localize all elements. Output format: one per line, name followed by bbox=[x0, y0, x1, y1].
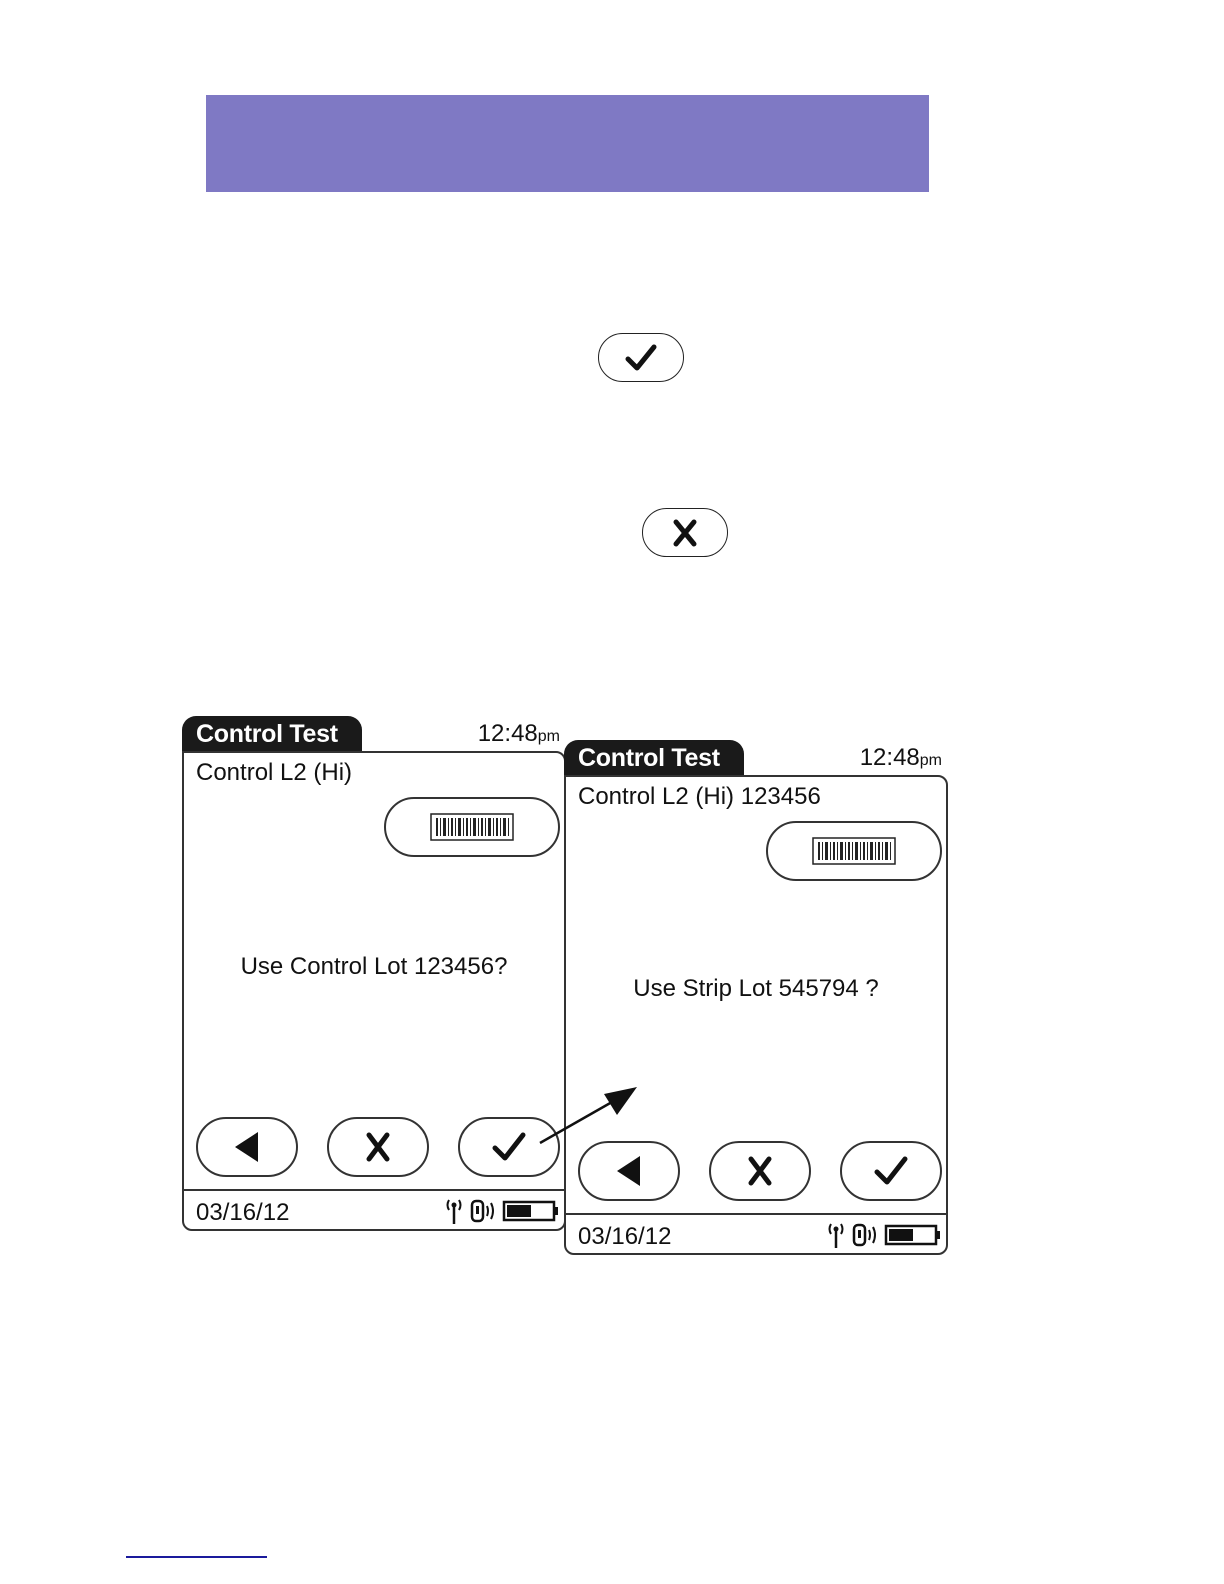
cancel-button[interactable] bbox=[642, 508, 728, 557]
antenna-icon bbox=[442, 1197, 466, 1225]
date-display: 03/16/12 bbox=[196, 1199, 290, 1226]
header-banner bbox=[206, 95, 929, 192]
screen-subtitle: Control L2 (Hi) bbox=[196, 759, 353, 786]
device-screen-control-lot bbox=[182, 716, 566, 1236]
confirmation-prompt: Use Strip Lot 545794 ? bbox=[633, 975, 879, 1002]
footer-rule bbox=[126, 1556, 267, 1558]
back-icon bbox=[614, 1154, 644, 1188]
clock: 12:48pm bbox=[477, 720, 560, 747]
confirm-button[interactable] bbox=[840, 1141, 942, 1201]
screen-body bbox=[182, 751, 566, 1231]
x-icon bbox=[746, 1155, 774, 1187]
screen-title-tab: Control Test bbox=[564, 740, 744, 776]
status-bar bbox=[184, 1189, 564, 1233]
confirm-button[interactable] bbox=[458, 1117, 560, 1177]
confirm-button[interactable] bbox=[598, 333, 684, 382]
check-icon bbox=[873, 1155, 909, 1187]
battery-icon bbox=[884, 1224, 942, 1246]
status-bar bbox=[566, 1213, 946, 1257]
confirmation-prompt: Use Control Lot 123456? bbox=[240, 953, 508, 980]
back-button[interactable] bbox=[578, 1141, 680, 1201]
date-display: 03/16/12 bbox=[578, 1223, 672, 1250]
cancel-button[interactable] bbox=[327, 1117, 429, 1177]
wireless-icon bbox=[852, 1222, 880, 1248]
barcode-scan-button[interactable] bbox=[384, 797, 560, 857]
back-button[interactable] bbox=[196, 1117, 298, 1177]
x-icon bbox=[671, 518, 699, 548]
device-screen-strip-lot bbox=[564, 740, 948, 1260]
clock: 12:48pm bbox=[859, 744, 942, 771]
check-icon bbox=[624, 343, 658, 373]
x-icon bbox=[364, 1131, 392, 1163]
barcode-scan-button[interactable] bbox=[766, 821, 942, 881]
screen-subtitle: Control L2 (Hi) 123456 bbox=[578, 783, 821, 810]
wireless-icon bbox=[470, 1198, 498, 1224]
antenna-icon bbox=[824, 1221, 848, 1249]
barcode-icon bbox=[430, 813, 514, 841]
check-icon bbox=[491, 1131, 527, 1163]
screen-title-tab: Control Test bbox=[182, 716, 362, 752]
back-icon bbox=[232, 1130, 262, 1164]
battery-icon bbox=[502, 1200, 560, 1222]
barcode-icon bbox=[812, 837, 896, 865]
cancel-button[interactable] bbox=[709, 1141, 811, 1201]
screen-body bbox=[564, 775, 948, 1255]
